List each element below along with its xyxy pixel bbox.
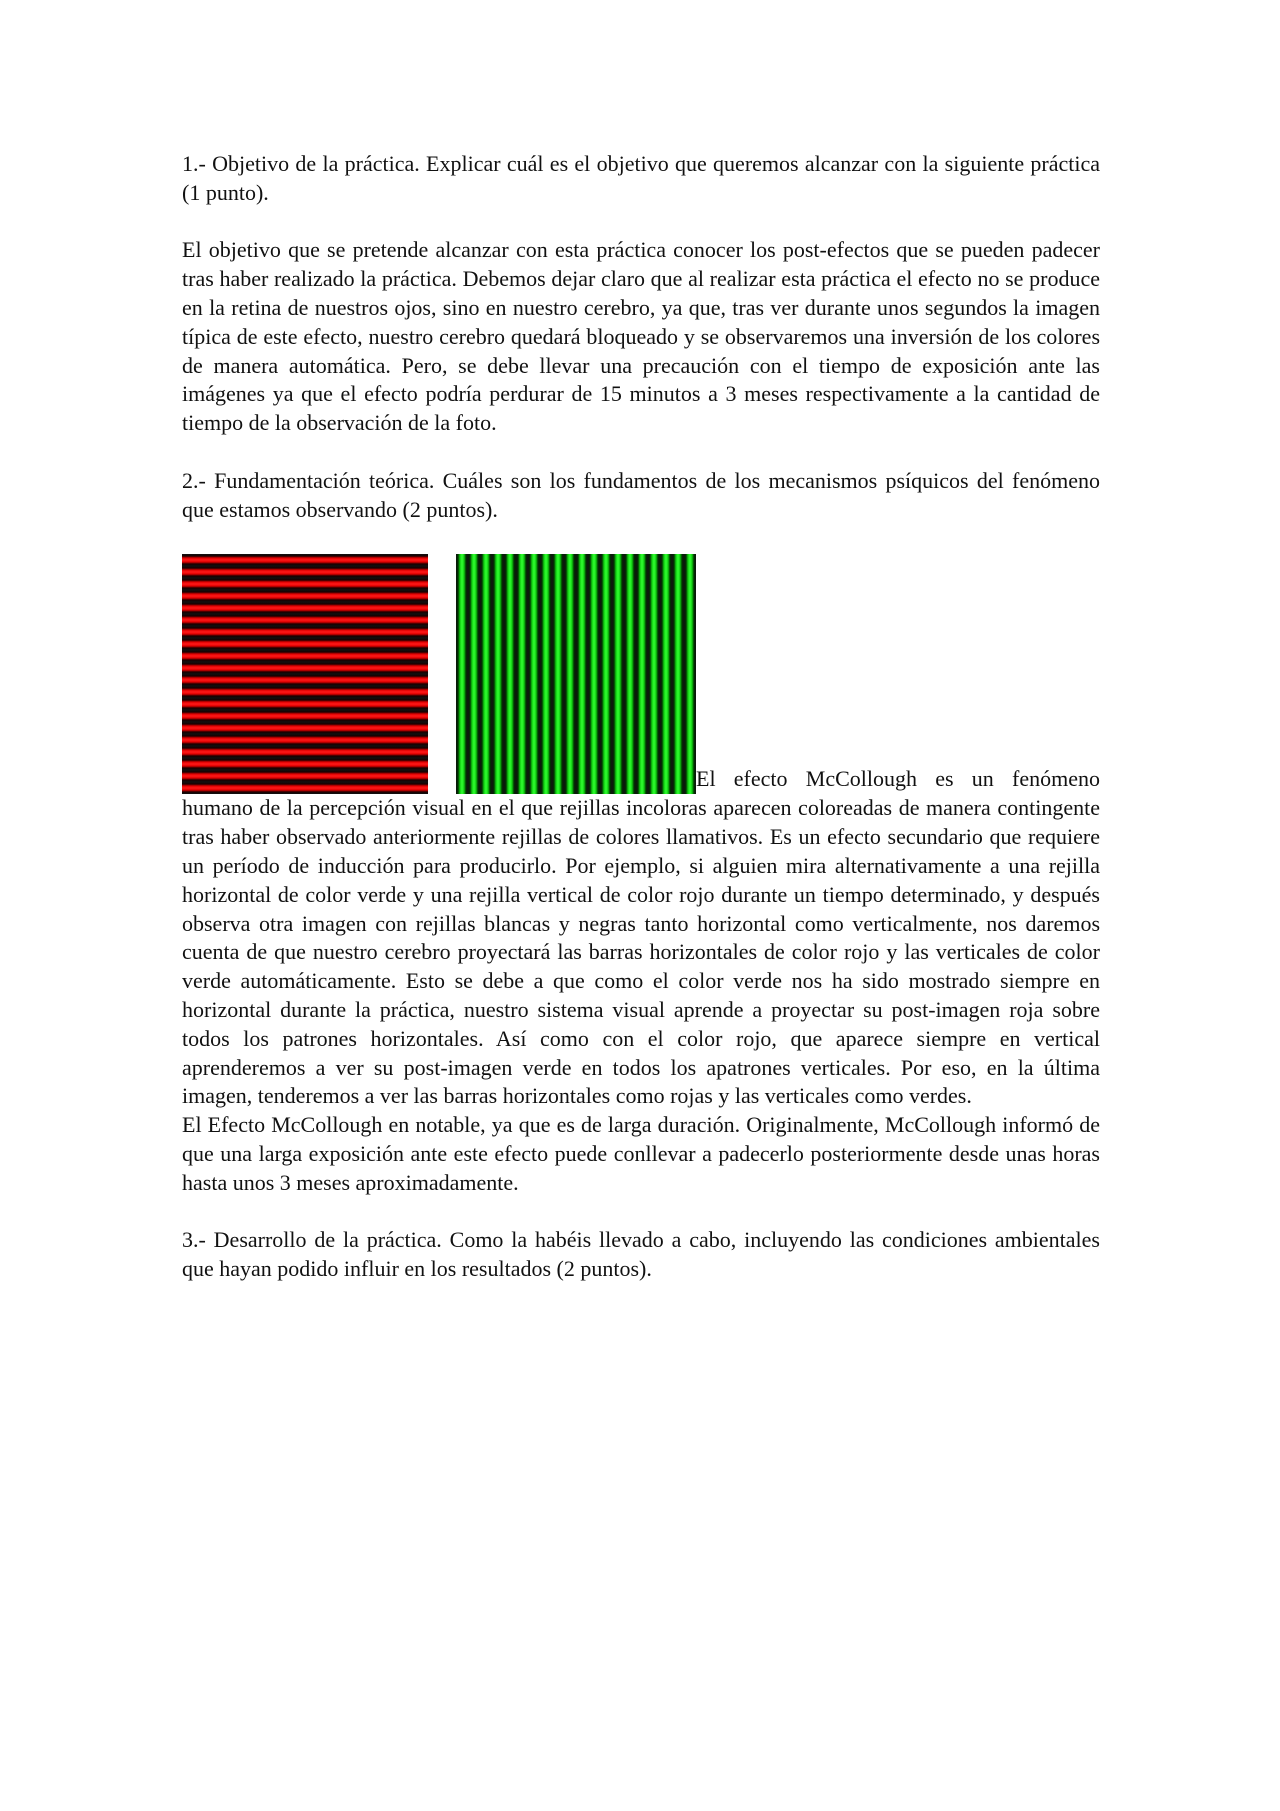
- section2-answer-paragraph-2: El Efecto McCollough en notable, ya que es de larga duración. Originalmente, McCollough informó de que una larga exposición ante este efecto puede conllevar a padecerlo posteriormente desde unas horas hasta unos 3 meses aproximadamente.: [182, 1112, 1100, 1195]
- section3-question: 3.- Desarrollo de la práctica. Como la habéis llevado a cabo, incluyendo las condiciones ambientales que hayan podido influir en los resultados (2 puntos).: [182, 1227, 1100, 1282]
- section2-question: 2.- Fundamentación teórica. Cuáles son los fundamentos de los mecanismos psíquicos del fenómeno que estamos observando (2 puntos).: [182, 467, 1100, 522]
- document-page: [182, 150, 1100, 1284]
- section2-answer-paragraph-1: El efecto McCollough es un fenómeno humano de la percepción visual en el que rejillas incoloras aparecen coloreadas de manera contingente tras haber observado anteriormente rejillas de colores llamativos. Es un efecto secundario que requiere un período de inducción para producirlo. Por ejemplo, si alguien mira alternativamente a una rejilla horizontal de color verde y una rejilla vertical de color rojo durante un tiempo determinado, y después observa otra imagen con rejillas blancas y negras tanto horizontal como verticalmente, nos daremos cuenta de que nuestro cerebro proyectará las barras horizontales de color rojo y las verticales de color verde automáticamente. Esto se debe a que como el color verde nos ha sido mostrado siempre en horizontal durante la práctica, nuestro sistema visual aprende a proyectar su post-imagen roja sobre todos los patrones horizontales. Así como con el color rojo, que aparece siempre en vertical aprenderemos a ver su post-imagen verde en todos los apatrones verticales. Por eso, en la última imagen, tenderemos a ver las barras horizontales como rojas y las verticales como verdes.: [182, 766, 1100, 1109]
- spacer: [182, 208, 1100, 237]
- section2-figure-paragraph: [182, 554, 1100, 1111]
- spacer: [182, 1198, 1100, 1227]
- vertical-green-grating-image: [456, 554, 696, 794]
- horizontal-red-grating-image: [182, 554, 428, 794]
- section1-question: 1.- Objetivo de la práctica. Explicar cuál es el objetivo que queremos alcanzar con la siguiente práctica (1 punto).: [182, 151, 1100, 205]
- section1-answer: El objetivo que se pretende alcanzar con esta práctica conocer los post-efectos que se pueden padecer tras haber realizado la práctica. Debemos dejar claro que al realizar esta práctica el efecto no se produce en la retina de nuestros ojos, sino en nuestro cerebro, ya que, tras ver durante unos segundos la imagen típica de este efecto, nuestro cerebro quedará bloqueado y se observaremos una inversión de los colores de manera automática. Pero, se debe llevar una precaución con el tiempo de exposición ante las imágenes ya que el efecto podría perdurar de 15 minutos a 3 meses respectivamente a la cantidad de tiempo de la observación de la foto.: [182, 237, 1100, 436]
- spacer: [182, 438, 1100, 467]
